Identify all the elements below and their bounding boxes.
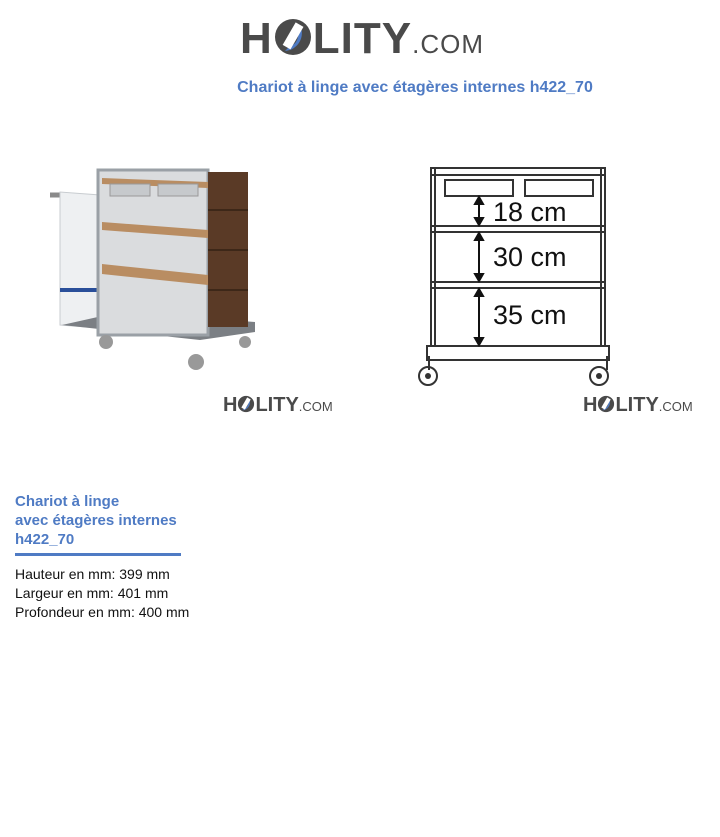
product-title-line: avec étagères internes [15, 512, 177, 529]
spec-list [15, 565, 189, 622]
logo-o-icon [273, 14, 313, 64]
watermark-logo-left [223, 394, 333, 418]
title-divider [15, 553, 181, 556]
product-title-line: Chariot à linge [15, 493, 120, 510]
logo-suffix: .COM [658, 399, 693, 414]
product-photo [40, 150, 270, 380]
spec-width: Largeur en mm: 401 mm [15, 585, 169, 601]
logo-suffix: .COM [412, 29, 484, 59]
dimension-label-top: 18 cm [493, 197, 567, 227]
logo-letter-h: H [583, 394, 598, 416]
logo-letters-lity: LITY [615, 394, 659, 416]
watermark-logo-right [583, 394, 693, 418]
logo-letter-h: H [240, 14, 273, 63]
page-title: Chariot à linge avec étagères internes h422_70 [237, 79, 593, 96]
spec-depth: Profondeur en mm: 400 mm [15, 604, 190, 620]
logo-letters-lity: LITY [255, 394, 299, 416]
dimension-label-bottom: 35 cm [493, 300, 567, 330]
holity-logo[interactable] [240, 14, 484, 69]
logo-letter-h: H [223, 394, 238, 416]
logo-letters-lity: LITY [312, 14, 413, 63]
logo-o-icon [237, 394, 255, 416]
dimension-label-middle: 30 cm [493, 242, 567, 272]
logo-o-icon [597, 394, 615, 416]
product-title-line: h422_70 [15, 531, 75, 548]
product-title [15, 492, 215, 549]
dimension-diagram [415, 160, 625, 390]
logo-suffix: .COM [298, 399, 333, 414]
spec-height: Hauteur en mm: 399 mm [15, 566, 170, 582]
